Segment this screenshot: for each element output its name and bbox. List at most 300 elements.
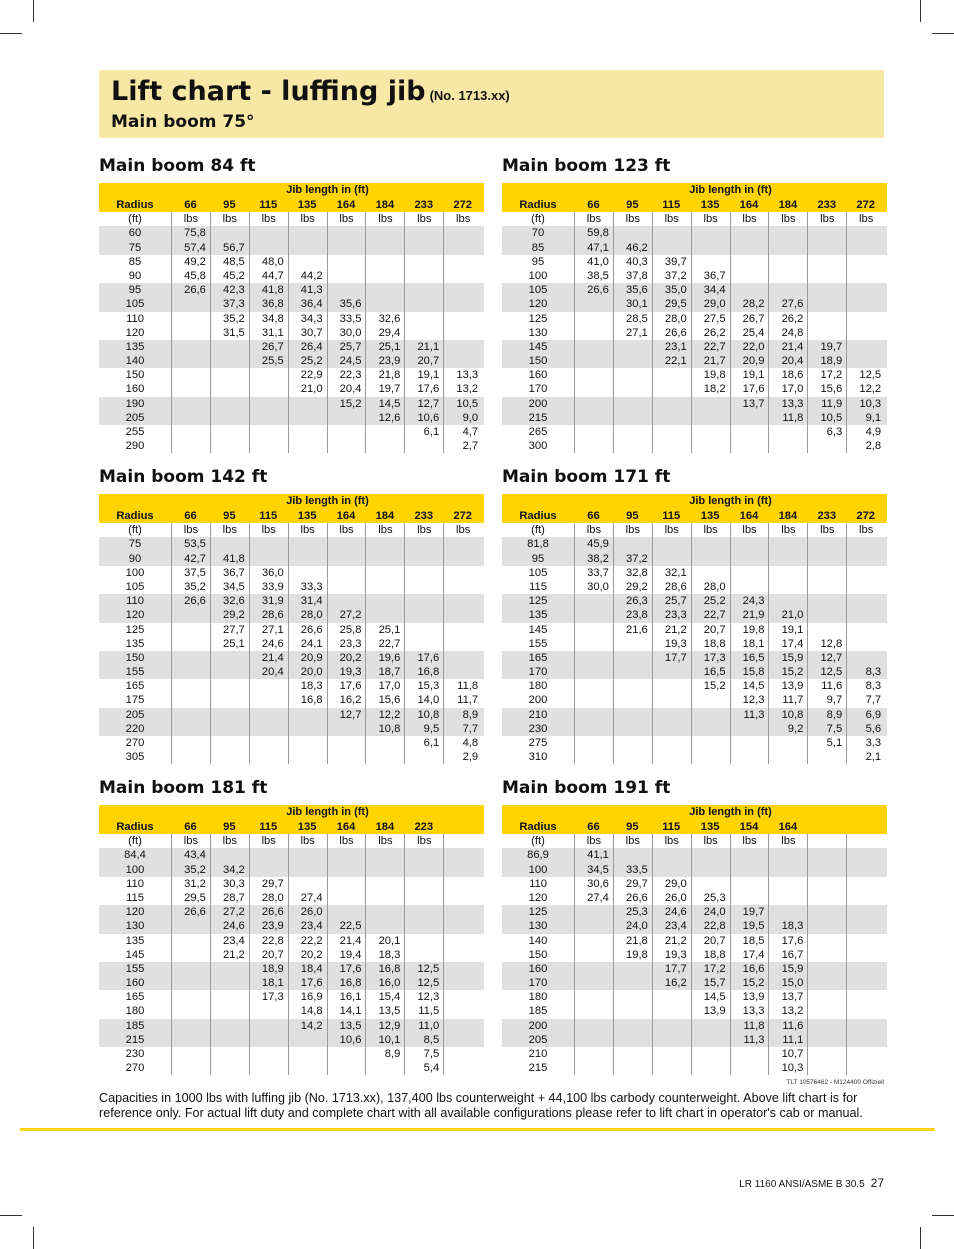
units-row [502,523,887,537]
table-row [99,722,484,736]
capacity-cell [210,425,249,439]
capacity-cell [807,948,846,962]
table-row [502,580,887,594]
capacity-cell: 25,1 [365,340,404,354]
capacity-cell [846,226,885,240]
capacity-cell [807,863,846,877]
capacity-cell: 41,3 [288,283,327,297]
capacity-cell [613,354,652,368]
table-row [502,439,887,453]
jib-length-header: 164 [739,199,759,211]
capacity-cell: 13,3 [730,1004,769,1018]
capacity-cell [327,425,366,439]
radius-cell: 230 [528,722,548,735]
table-row [502,425,887,439]
capacity-cell: 30,1 [613,297,652,311]
capacity-cell: 33,5 [613,863,652,877]
capacity-cell [443,962,482,976]
capacity-cell [171,919,210,933]
capacity-cell: 20,2 [327,651,366,665]
table-row [502,693,887,707]
capacity-cell [210,439,249,453]
capacity-cell: 18,4 [288,962,327,976]
capacity-cell: 28,0 [288,608,327,622]
capacity-cell [443,552,482,566]
unit-cell: lbs [846,523,885,537]
table-row [99,241,484,255]
capacity-cell: 13,9 [691,1004,730,1018]
table-row [502,863,887,877]
table-row [502,934,887,948]
capacity-cell: 34,8 [249,312,288,326]
capacity-cell: 13,2 [443,382,482,396]
unit-cell: lbs [652,523,691,537]
capacity-cell: 17,4 [730,948,769,962]
table-row [99,608,484,622]
table-title: Main boom 171 ft [502,467,671,487]
capacity-cell: 7,7 [846,693,885,707]
capacity-cell [288,425,327,439]
capacity-cell [574,665,613,679]
capacity-cell: 20,4 [768,354,807,368]
capacity-cell [365,537,404,551]
capacity-cell: 10,7 [768,1047,807,1061]
radius-header: Radius [116,199,154,211]
capacity-cell [846,934,885,948]
table-row [502,283,887,297]
capacity-cell [249,863,288,877]
capacity-cell [249,397,288,411]
capacity-cell [846,580,885,594]
capacity-cell: 16,5 [730,651,769,665]
capacity-cell [210,736,249,750]
capacity-cell [171,439,210,453]
unit-cell [443,834,482,848]
capacity-cell [768,891,807,905]
capacity-cell [574,708,613,722]
capacity-cell [365,594,404,608]
capacity-cell [327,905,366,919]
capacity-cell: 15,4 [365,990,404,1004]
capacity-cell: 42,3 [210,283,249,297]
radius-header: Radius [116,510,154,522]
title-banner [99,70,884,138]
capacity-cell [327,537,366,551]
capacity-cell [327,863,366,877]
capacity-cell [613,1033,652,1047]
capacity-cell [846,651,885,665]
capacity-cell [807,552,846,566]
capacity-cell [404,226,443,240]
capacity-cell [613,722,652,736]
capacity-cell: 13,9 [730,990,769,1004]
header-spacer [502,805,574,820]
capacity-cell: 19,8 [730,623,769,637]
capacity-cell [574,750,613,764]
capacity-cell: 17,0 [768,382,807,396]
capacity-cell: 32,6 [365,312,404,326]
capacity-cell: 23,9 [365,354,404,368]
capacity-cell: 27,2 [327,608,366,622]
capacity-cell [443,594,482,608]
capacity-cell: 29,2 [613,580,652,594]
radius-cell: 160 [125,977,145,990]
capacity-cell: 17,6 [288,976,327,990]
table-row [99,990,484,1004]
capacity-cell: 5,6 [846,722,885,736]
jib-length-label: Jib length in (ft) [286,495,369,507]
capacity-cell [768,226,807,240]
radius-cell: 150 [125,369,145,382]
capacity-cell: 31,5 [210,326,249,340]
capacity-cell [846,891,885,905]
capacity-cell [652,1033,691,1047]
capacity-cell [768,736,807,750]
capacity-cell [613,665,652,679]
capacity-cell: 25,1 [365,623,404,637]
unit-cell: lbs [249,523,288,537]
capacity-cell: 25,2 [288,354,327,368]
capacity-cell [807,1047,846,1061]
capacity-cell [249,1004,288,1018]
radius-cell: 120 [125,326,145,339]
capacity-cell [652,439,691,453]
radius-cell: 135 [125,934,145,947]
radius-cell: 150 [528,948,548,961]
capacity-cell [807,905,846,919]
capacity-cell [171,297,210,311]
capacity-cell: 15,2 [691,679,730,693]
radius-cell: 81,8 [527,538,549,551]
lift-table [502,494,887,764]
table-row [502,891,887,905]
capacity-cell: 27,6 [768,297,807,311]
capacity-cell: 26,0 [652,891,691,905]
capacity-cell: 12,9 [365,1019,404,1033]
capacity-cell: 34,3 [288,312,327,326]
capacity-cell: 24,0 [613,919,652,933]
capacity-cell [691,693,730,707]
capacity-cell [574,962,613,976]
unit-cell: lbs [365,212,404,226]
capacity-cell: 22,7 [691,340,730,354]
unit-cell: lbs [404,834,443,848]
capacity-cell: 41,0 [574,255,613,269]
capacity-cell [171,934,210,948]
capacity-cell [327,552,366,566]
capacity-cell: 9,0 [443,411,482,425]
radius-cell: 120 [528,298,548,311]
unit-cell: lbs [730,212,769,226]
capacity-cell: 15,8 [730,665,769,679]
capacity-cell [652,679,691,693]
capacity-cell: 16,9 [288,990,327,1004]
capacity-cell: 21,8 [365,368,404,382]
capacity-cell: 56,7 [210,241,249,255]
capacity-cell [652,848,691,862]
capacity-cell [365,580,404,594]
capacity-cell [807,255,846,269]
capacity-cell [443,226,482,240]
capacity-cell [846,962,885,976]
table-row [99,566,484,580]
capacity-cell [249,241,288,255]
units-row [99,523,484,537]
radius-cell: 305 [125,751,145,764]
jib-length-header: 272 [453,199,473,211]
capacity-cell [327,226,366,240]
capacity-cell: 10,5 [443,397,482,411]
capacity-cell [846,594,885,608]
capacity-cell [288,877,327,891]
column-header-row [99,198,484,212]
lift-table [99,183,484,453]
capacity-cell [171,382,210,396]
capacity-cell: 10,8 [365,722,404,736]
table-row [99,637,484,651]
table-row [99,340,484,354]
capacity-cell: 29,7 [613,877,652,891]
capacity-cell [443,241,482,255]
capacity-cell: 15,9 [768,962,807,976]
capacity-cell: 19,6 [365,651,404,665]
capacity-cell [807,326,846,340]
capacity-cell [730,848,769,862]
radius-unit: (ft) [531,524,545,537]
capacity-cell: 2,1 [846,750,885,764]
capacity-cell [768,255,807,269]
capacity-cell: 21,8 [613,934,652,948]
capacity-cell: 38,2 [574,552,613,566]
capacity-cell [171,990,210,1004]
capacity-cell [171,976,210,990]
table-row [99,905,484,919]
capacity-cell: 27,7 [210,623,249,637]
capacity-cell: 11,7 [768,693,807,707]
capacity-cell [807,283,846,297]
jib-header-row [99,805,484,820]
capacity-cell [249,537,288,551]
table-row [99,1004,484,1018]
capacity-cell: 15,6 [807,382,846,396]
column-header-row [502,509,887,523]
capacity-cell [404,537,443,551]
capacity-cell [730,750,769,764]
capacity-cell [443,580,482,594]
radius-cell: 100 [125,566,145,579]
capacity-cell: 35,6 [613,283,652,297]
unit-cell: lbs [652,212,691,226]
capacity-cell [807,580,846,594]
capacity-cell [171,637,210,651]
capacity-cell [288,439,327,453]
unit-cell: lbs [768,834,807,848]
jib-length-header [846,820,885,834]
capacity-cell [210,990,249,1004]
radius-cell: 125 [528,312,548,325]
capacity-cell: 30,3 [210,877,249,891]
crop-mark [0,33,22,34]
capacity-cell: 27,2 [210,905,249,919]
capacity-cell [574,326,613,340]
capacity-cell: 22,0 [730,340,769,354]
unit-cell: lbs [288,212,327,226]
capacity-cell: 22,7 [365,637,404,651]
radius-cell: 180 [125,1005,145,1018]
capacity-cell [574,990,613,1004]
capacity-cell [365,297,404,311]
capacity-cell [768,537,807,551]
capacity-cell [768,848,807,862]
capacity-cell: 14,5 [691,990,730,1004]
capacity-cell [691,566,730,580]
capacity-cell [171,411,210,425]
capacity-cell: 41,1 [574,848,613,862]
capacity-cell: 16,5 [691,665,730,679]
capacity-cell: 38,5 [574,269,613,283]
capacity-cell [288,1061,327,1075]
capacity-cell: 11,3 [730,1033,769,1047]
capacity-cell [730,1047,769,1061]
capacity-cell [691,226,730,240]
capacity-cell [171,1019,210,1033]
capacity-cell: 30,6 [574,877,613,891]
jib-length-header: 233 [817,199,837,211]
capacity-cell: 19,7 [807,340,846,354]
capacity-cell: 11,8 [443,679,482,693]
radius-cell: 165 [125,680,145,693]
capacity-cell [691,1061,730,1075]
capacity-cell [443,877,482,891]
capacity-cell [404,269,443,283]
capacity-cell [249,1033,288,1047]
capacity-cell: 14,0 [404,693,443,707]
capacity-cell: 33,7 [574,566,613,580]
table-row [502,679,887,693]
capacity-cell [249,226,288,240]
capacity-cell: 37,2 [613,552,652,566]
radius-cell: 100 [528,863,548,876]
capacity-cell [574,312,613,326]
radius-cell: 125 [528,595,548,608]
capacity-cell [846,537,885,551]
capacity-cell: 15,2 [730,976,769,990]
capacity-cell: 19,3 [652,637,691,651]
capacity-cell: 26,6 [249,905,288,919]
unit-cell: lbs [846,212,885,226]
unit-cell: lbs [327,834,366,848]
capacity-cell: 18,9 [807,354,846,368]
table-row [99,679,484,693]
capacity-cell [574,1033,613,1047]
capacity-cell [807,297,846,311]
capacity-cell: 12,5 [846,368,885,382]
unit-cell: lbs [210,834,249,848]
radius-cell: 210 [528,708,548,721]
radius-cell: 155 [125,666,145,679]
capacity-cell [210,750,249,764]
capacity-cell [574,1004,613,1018]
capacity-cell [249,736,288,750]
capacity-cell [365,226,404,240]
capacity-cell: 35,0 [652,283,691,297]
capacity-cell [365,863,404,877]
capacity-cell [210,368,249,382]
table-row [502,877,887,891]
capacity-cell [404,608,443,622]
capacity-cell: 10,3 [768,1061,807,1075]
capacity-cell [768,905,807,919]
capacity-cell [807,594,846,608]
table-row [99,623,484,637]
jib-length-header [443,820,482,834]
capacity-cell: 2,8 [846,439,885,453]
radius-cell: 255 [125,426,145,438]
jib-length-header: 135 [700,510,720,522]
capacity-cell [288,566,327,580]
capacity-cell: 42,7 [171,552,210,566]
capacity-cell: 35,2 [171,863,210,877]
capacity-cell [768,425,807,439]
capacity-cell: 27,4 [288,891,327,905]
capacity-cell [652,226,691,240]
jib-length-header: 164 [336,510,356,522]
capacity-cell: 21,9 [730,608,769,622]
table-row [502,948,887,962]
capacity-cell [210,679,249,693]
unit-cell: lbs [171,834,210,848]
capacity-cell: 3,3 [846,736,885,750]
capacity-cell: 21,7 [691,354,730,368]
capacity-cell: 7,7 [443,722,482,736]
capacity-cell: 25,5 [249,354,288,368]
capacity-cell [846,241,885,255]
unit-cell: lbs [404,523,443,537]
radius-cell: 120 [125,906,145,919]
capacity-cell: 32,1 [652,566,691,580]
capacity-cell [171,1004,210,1018]
capacity-cell [404,637,443,651]
capacity-cell [846,848,885,862]
capacity-cell [807,934,846,948]
capacity-cell: 11,3 [730,708,769,722]
radius-unit: (ft) [531,835,545,848]
jib-length-header: 95 [223,510,236,522]
capacity-cell [846,919,885,933]
capacity-cell: 17,6 [404,382,443,396]
table-section [99,468,484,764]
table-row [99,255,484,269]
jib-length-header: 66 [184,510,197,522]
capacity-cell [613,340,652,354]
table-row [99,863,484,877]
capacity-cell: 20,4 [249,665,288,679]
capacity-cell [365,439,404,453]
capacity-cell: 25,1 [210,637,249,651]
radius-cell: 110 [126,312,144,325]
capacity-cell [404,750,443,764]
radius-cell: 180 [528,991,548,1004]
capacity-cell [171,326,210,340]
radius-cell: 120 [528,891,548,904]
table-row [99,877,484,891]
page-title-text: Lift chart - luffing jib [111,76,426,107]
capacity-cell: 22,8 [249,934,288,948]
crop-mark [33,1227,34,1249]
capacity-cell: 35,6 [327,297,366,311]
capacity-cell: 14,5 [365,397,404,411]
capacity-cell [730,552,769,566]
